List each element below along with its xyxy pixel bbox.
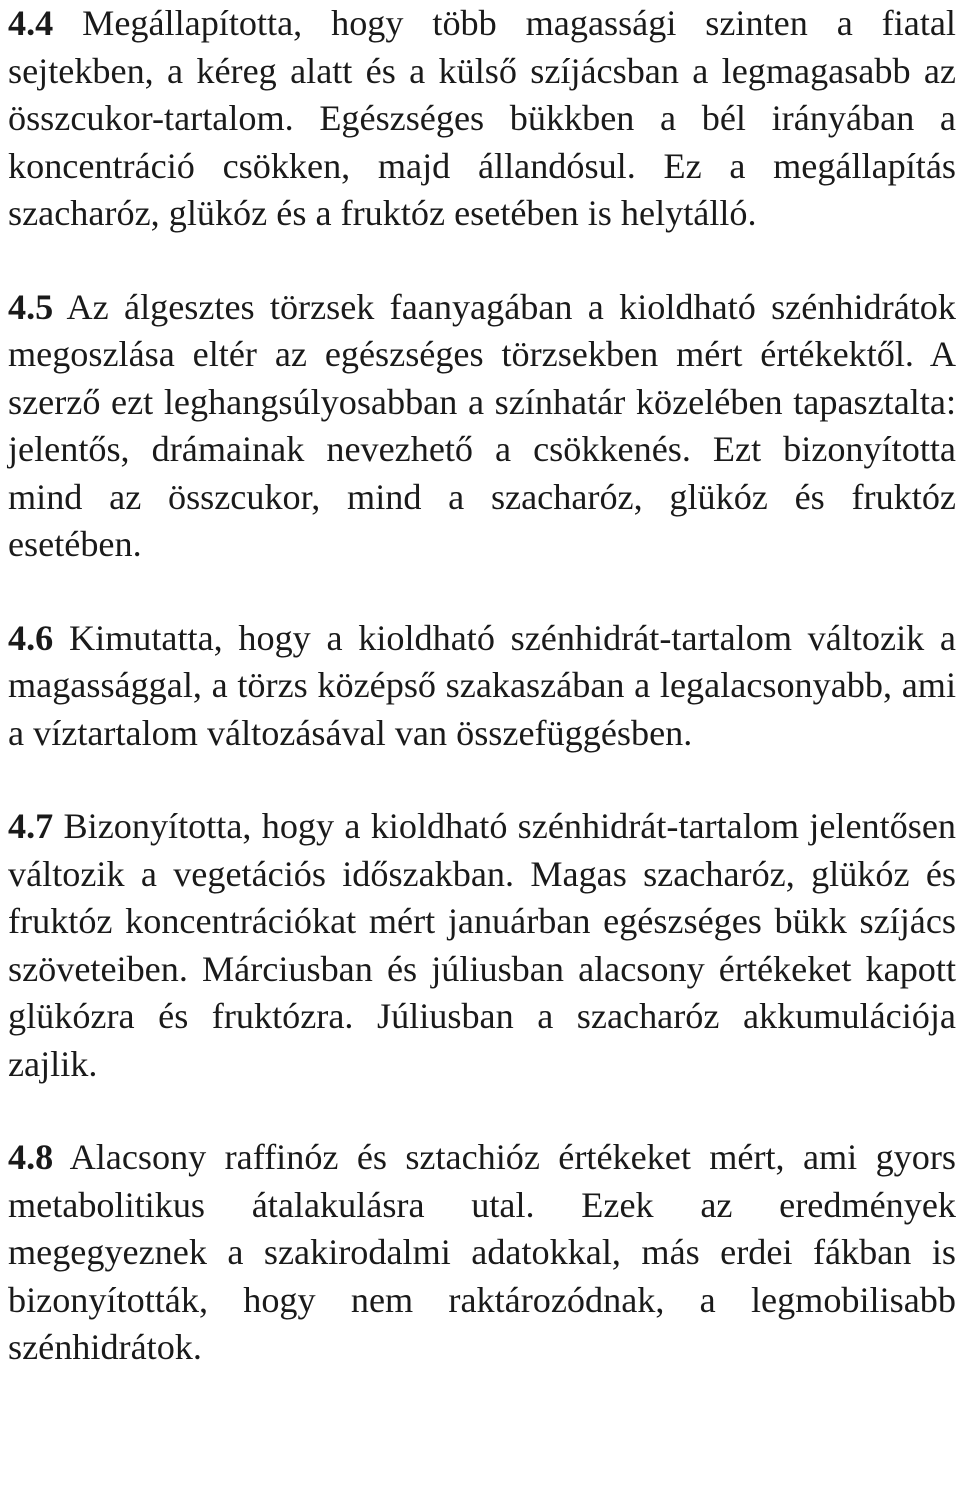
paragraph bbox=[8, 803, 956, 1088]
section-4-4 bbox=[8, 0, 956, 238]
section-number: 4.8 bbox=[8, 1137, 54, 1177]
paragraph bbox=[8, 284, 956, 569]
section-number: 4.4 bbox=[8, 3, 54, 43]
section-number: 4.6 bbox=[8, 617, 54, 658]
section-number: 4.7 bbox=[8, 806, 54, 846]
paragraph bbox=[8, 0, 956, 238]
section-4-5 bbox=[8, 284, 956, 569]
section-text: Megállapította, hogy több magassági szinten a fiatal sejtekben, a kéreg alatt és a külső szíjácsban a legmagasabb az összcukor-tartalom. Egészséges bükkben a bél irányában a koncentráció csökken, majd állandósul. Ez a megállapítás szacharóz, glükóz és a fruktóz esetében is helytálló. bbox=[8, 3, 956, 233]
section-text: Az álgesztes törzsek faanyagában a kioldható szénhidrátok megoszlása eltér az egészséges törzsekben mért értékektől. A szerző ezt leghangsúlyosabban a színhatár közelében tapasztalta: jelentős, drámainak nevezhető a csökkenés. Ezt bizonyította mind az összcukor, mind a szacharóz, glükóz és fruktóz esetében. bbox=[8, 286, 956, 564]
section-number: 4.5 bbox=[8, 286, 54, 327]
section-4-7 bbox=[8, 803, 956, 1088]
section-4-6 bbox=[8, 615, 956, 758]
section-text: Alacsony raffinóz és sztachióz értékeket mért, ami gyors metabolitikus átalakulásra utal. Ezek az eredmények megegyeznek a szakirodalmi adatokkal, más erdei fákban is bizonyították, hogy nem raktározódnak, a legmobilisabb szénhidrátok. bbox=[8, 1137, 956, 1367]
paragraph bbox=[8, 1134, 956, 1372]
section-4-8 bbox=[8, 1134, 956, 1372]
paragraph bbox=[8, 615, 956, 758]
section-text: Kimutatta, hogy a kioldható szénhidrát-tartalom változik a magassággal, a törzs középső szakaszában a legalacsonyabb, ami a víztartalom változásával van összefüggésben. bbox=[8, 617, 956, 753]
section-text: Bizonyította, hogy a kioldható szénhidrát-tartalom jelentősen változik a vegetációs időszakban. Magas szacharóz, glükóz és fruktóz koncentrációkat mért januárban egészséges bükk szíjács szöveteiben. Márciusban és júliusban alacsony értékeket kapott glükózra és fruktózra. Júliusban a szacharóz akkumulációja zajlik. bbox=[8, 806, 956, 1084]
document-page bbox=[8, 0, 956, 1418]
